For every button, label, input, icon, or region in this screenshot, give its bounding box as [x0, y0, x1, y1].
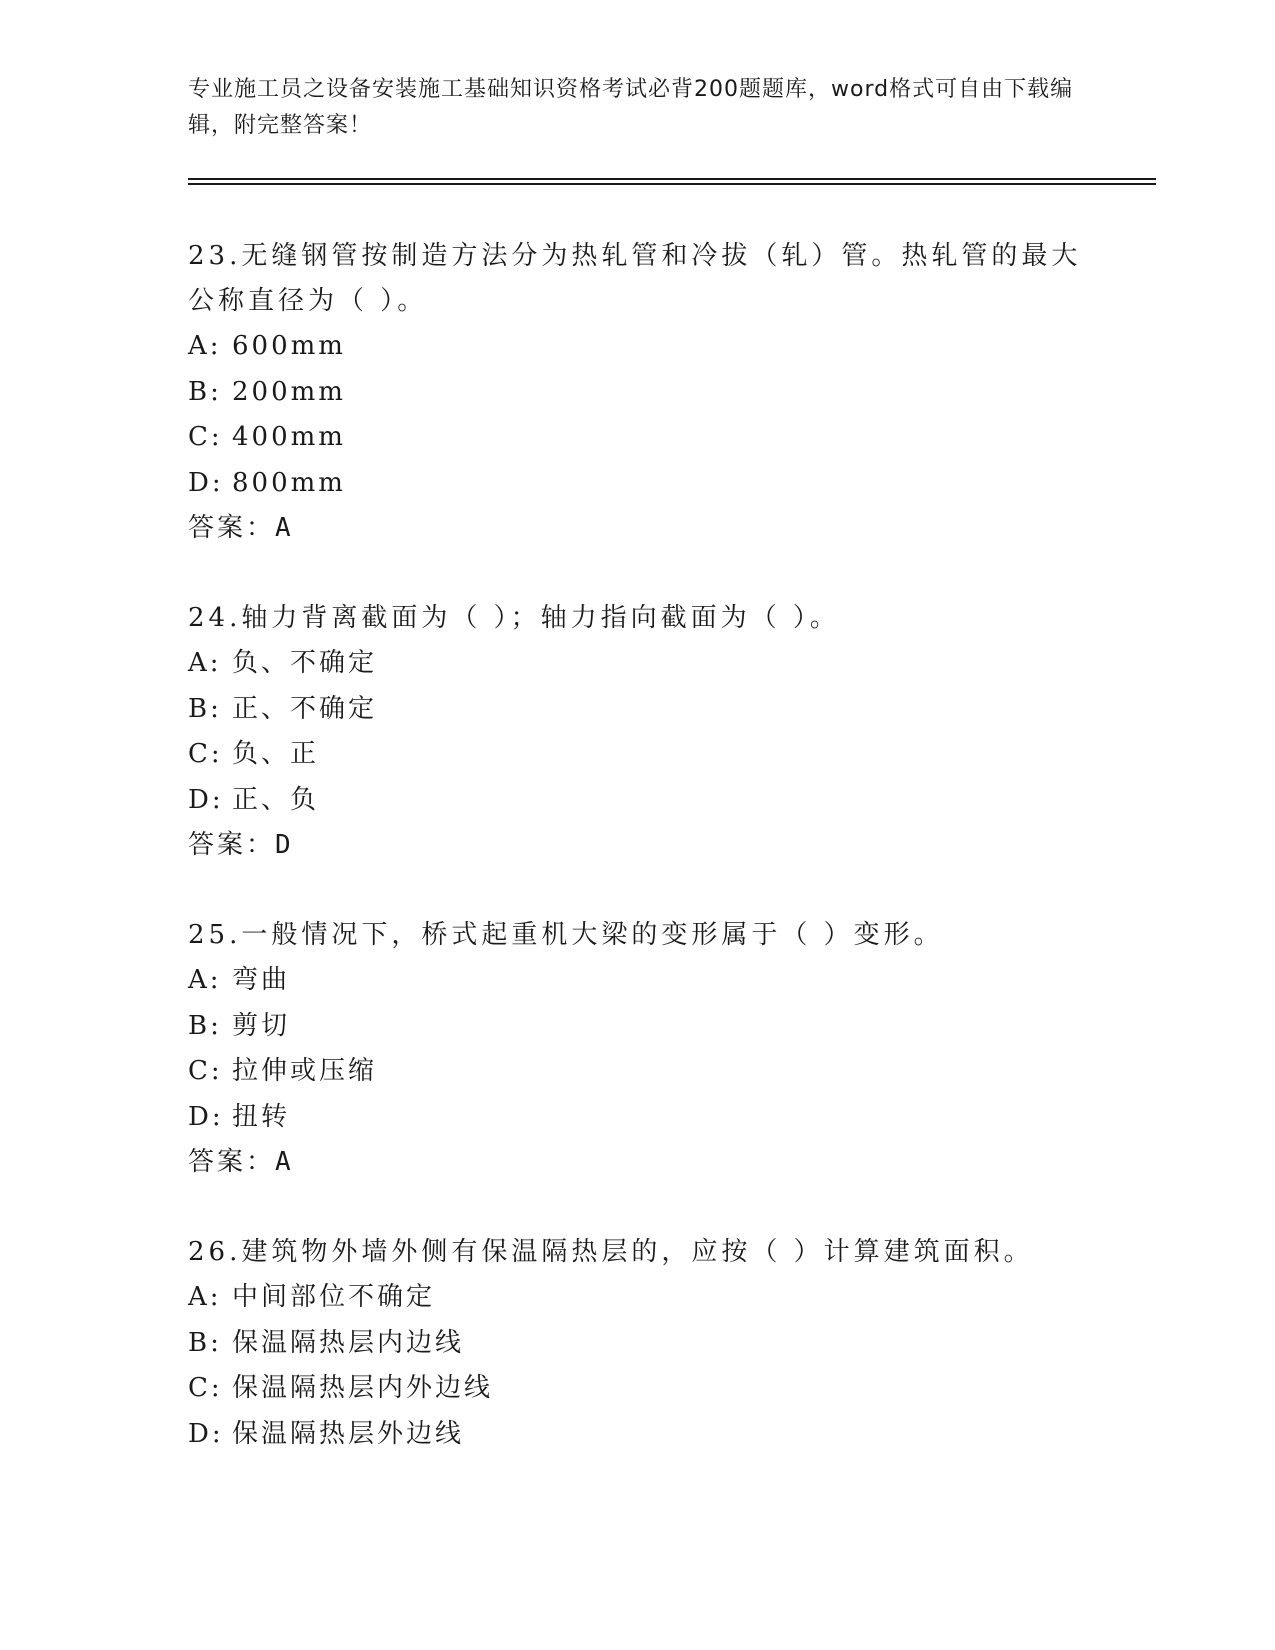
option-b — [188, 1004, 1088, 1050]
option-text: 负、正 — [232, 739, 320, 769]
question-23 — [188, 234, 1088, 551]
option-text: 200mm — [232, 376, 346, 407]
option-letter: C: — [188, 422, 223, 452]
option-letter: A: — [188, 1282, 222, 1312]
option-letter: D: — [188, 467, 224, 498]
option-letter: B: — [188, 693, 222, 724]
option-letter: A: — [188, 331, 222, 361]
option-letter: B: — [188, 1010, 222, 1041]
question-text: 26.建筑物外墙外侧有保温隔热层的，应按（ ）计算建筑面积。 — [188, 1237, 1034, 1267]
option-text: 弯曲 — [232, 965, 291, 995]
option-text: 正、负 — [232, 784, 320, 815]
option-text: 600mm — [232, 331, 346, 361]
option-text: 中间部位不确定 — [232, 1282, 436, 1312]
answer-line — [188, 823, 1088, 868]
option-letter: C: — [188, 1373, 223, 1403]
answer-line — [188, 1140, 1088, 1185]
option-text: 扭转 — [232, 1101, 291, 1132]
answer-value: A — [275, 513, 294, 543]
option-a — [188, 641, 1088, 687]
option-c — [188, 732, 1088, 778]
option-letter: D: — [188, 1418, 224, 1449]
option-text: 400mm — [232, 422, 346, 452]
option-c — [188, 1366, 1088, 1412]
option-text: 负、不确定 — [232, 648, 378, 678]
option-d — [188, 461, 1088, 507]
option-d — [188, 1412, 1088, 1458]
answer-label: 答案： — [188, 513, 276, 543]
option-d — [188, 1095, 1088, 1141]
option-a — [188, 958, 1088, 1004]
answer-line — [188, 506, 1088, 551]
option-letter: A: — [188, 648, 222, 678]
option-letter: A: — [188, 965, 222, 995]
option-letter: B: — [188, 1327, 222, 1358]
header-divider-bottom — [188, 183, 1156, 185]
option-letter: D: — [188, 1101, 224, 1132]
question-text: 25.一般情况下，桥式起重机大梁的变形属于（ ）变形。 — [188, 920, 944, 950]
option-d — [188, 778, 1088, 824]
option-c — [188, 415, 1088, 461]
option-letter: B: — [188, 376, 222, 407]
option-text: 保温隔热层内边线 — [232, 1327, 465, 1358]
question-24 — [188, 596, 1088, 868]
document-header: 专业施工员之设备安装施工基础知识资格考试必背200题题库，word格式可自由下载编辑，附完整答案！ — [188, 77, 1074, 138]
answer-label: 答案： — [188, 830, 276, 860]
question-26 — [188, 1230, 1088, 1457]
option-b — [188, 1321, 1088, 1367]
question-25 — [188, 913, 1088, 1185]
option-b — [188, 370, 1088, 416]
option-text: 保温隔热层外边线 — [232, 1418, 465, 1449]
option-text: 800mm — [232, 467, 346, 498]
option-letter: C: — [188, 739, 223, 769]
header-divider-top — [188, 178, 1156, 180]
option-text: 剪切 — [232, 1010, 291, 1041]
option-text: 保温隔热层内外边线 — [232, 1373, 494, 1403]
option-c — [188, 1049, 1088, 1095]
option-text: 拉伸或压缩 — [232, 1056, 378, 1086]
question-text: 24.轴力背离截面为（ ）；轴力指向截面为（ ）。 — [188, 603, 840, 633]
answer-label: 答案： — [188, 1147, 276, 1177]
option-b — [188, 687, 1088, 733]
option-a — [188, 1275, 1088, 1321]
answer-value: D — [275, 830, 294, 860]
option-text: 正、不确定 — [232, 693, 378, 724]
answer-value: A — [275, 1147, 294, 1177]
option-letter: C: — [188, 1056, 223, 1086]
option-letter: D: — [188, 784, 224, 815]
option-a — [188, 324, 1088, 370]
question-text: 23.无缝钢管按制造方法分为热轧管和冷拔（轧）管。热轧管的最大公称直径为（ ）。 — [188, 241, 1082, 316]
